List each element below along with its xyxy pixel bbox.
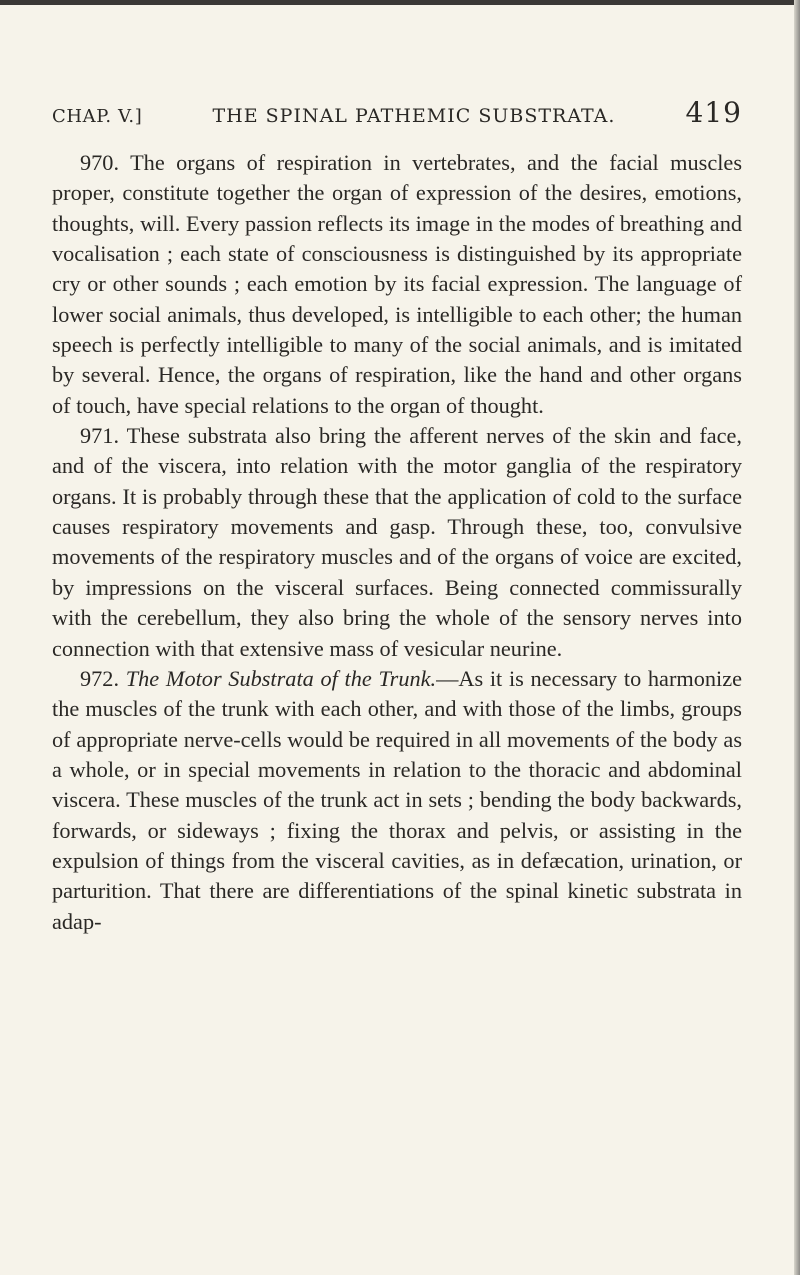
paragraph-number: 970. xyxy=(80,150,120,175)
running-header xyxy=(52,96,742,134)
section-heading: The Motor Substrata of the Trunk. xyxy=(125,665,437,691)
page-number: 419 xyxy=(685,96,742,129)
page-edge-shadow xyxy=(794,0,800,1275)
paragraph-971 xyxy=(52,421,742,664)
running-title: THE SPINAL PATHEMIC SUBSTRATA. xyxy=(212,105,616,127)
book-page xyxy=(52,96,742,937)
paragraph-number: 971. xyxy=(80,423,120,449)
paragraph-text: The organs of respiration in vertebrates, and the facial muscles proper, constitute together the organ of expression of the desires, emotions, thoughts, will. Every passion reflects its image in the modes of breathing and vocalisation ; each state of consciousness is distinguished by its appropriate cry or other sounds ; each emotion by its facial expression. The language of lower social animals, thus developed, is intelligible to each other; the human speech is perfectly intelligible to many of the social animals, and is imitated by several. Hence, the organs of respiration, like the hand and other organs of touch, have special relations to the organ of thought. xyxy=(52,150,742,418)
paragraph-number: 972. xyxy=(80,665,120,691)
paragraph-972 xyxy=(52,664,742,937)
paragraph-text: —As it is necessary to harmonize the muscles of the trunk with each other, and with those of the limbs, groups of appropriate nerve-cells would be required in all movements of the body as a whole, or in special movements in relation to the thoracic and abdominal viscera. These muscles of the trunk act in sets ; bending the body backwards, forwards, or sideways ; fixing the thorax and pelvis, or assisting in the expulsion of things from the visceral cavities, as in defæcation, urination, or parturition. That there are differentiations of the spinal kinetic substrata in adap- xyxy=(52,665,743,934)
body-text xyxy=(52,148,742,937)
paragraph-970 xyxy=(52,148,742,421)
paragraph-text: These substrata also bring the afferent nerves of the skin and face, and of the viscera, into relation with the motor ganglia of the respiratory organs. It is probably through these that the application of cold to the surface causes respiratory movements and gasp. Through these, too, convulsive movements of the respiratory muscles and of the organs of voice are excited, by impressions on the visceral surfaces. Being connected commissurally with the cerebellum, they also bring the whole of the sensory nerves into connection with that extensive mass of vesicular neurine. xyxy=(52,423,743,661)
chapter-label: CHAP. V.] xyxy=(52,106,143,127)
top-edge-shadow xyxy=(0,0,800,5)
